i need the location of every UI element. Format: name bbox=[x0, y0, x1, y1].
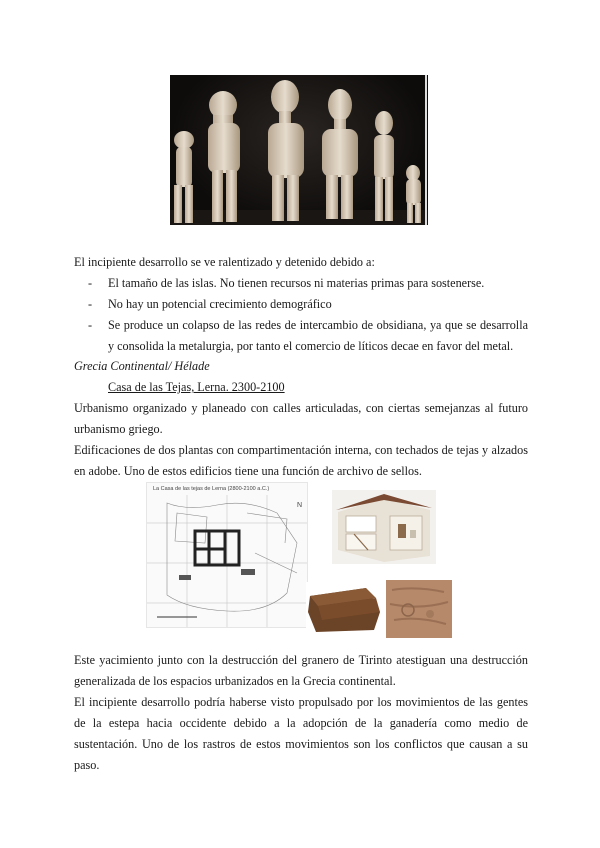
list-item bbox=[88, 294, 528, 315]
buildings-paragraph: Edificaciones de dos plantas con compartimentación interna, con techados de tejas y alzados en adobe. Uno de estos edificios tiene una función de archivo de sellos. bbox=[74, 443, 528, 478]
list-item bbox=[88, 315, 528, 357]
list-bullet: - bbox=[88, 297, 93, 311]
list-item-text: No hay un potencial crecimiento demográfico bbox=[108, 297, 332, 311]
svg-text:N: N bbox=[297, 502, 303, 509]
list-bullet: - bbox=[88, 318, 93, 332]
list-item-text: El tamaño de las islas. No tienen recursos ni materias primas para sostenerse. bbox=[108, 276, 485, 290]
list-item bbox=[88, 273, 528, 294]
section-title: Grecia Continental/ Hélade bbox=[74, 359, 210, 373]
site-plan-title: La Casa de las tejas de Lerna (2800-2100 a.C.) bbox=[153, 486, 270, 492]
list-bullet: - bbox=[88, 276, 93, 290]
reasons-list bbox=[88, 273, 528, 357]
site-plan-figure bbox=[146, 482, 308, 628]
intro-text: El incipiente desarrollo se ve ralentizado y detenido debido a: bbox=[74, 255, 375, 269]
roof-tile-fragment-image bbox=[306, 582, 384, 634]
destruction-paragraph: Este yacimiento junto con la destrucción del granero de Tirinto atestiguan una destrucción generalizada de los espacios urbanizados en la Grecia continental. bbox=[74, 653, 528, 688]
site-caption-row bbox=[74, 377, 528, 398]
cycladic-figurines-photo bbox=[170, 75, 428, 225]
site-caption: Casa de las Tejas, Lerna. 2300-2100 bbox=[108, 380, 285, 394]
house-model-image bbox=[332, 490, 436, 564]
movements-paragraph: El incipiente desarrollo podría haberse visto propulsado por los movimientos de las gentes de la estepa hacia occidente debido a la adopción de la ganadería como medio de sustentación. Uno de los rastros de estos movimientos son los conflictos que causan a su paso. bbox=[74, 695, 528, 772]
seal-impression-image bbox=[386, 580, 452, 638]
site-plan-drawing bbox=[147, 483, 307, 627]
list-item-text: Se produce un colapso de las redes de intercambio de obsidiana, ya que se desarrolla y consolida la metalurgia, por tanto el comercio de líticos decae en favor del metal. bbox=[108, 318, 528, 353]
urbanism-paragraph: Urbanismo organizado y planeado con calles articuladas, con ciertas semejanzas al futuro urbanismo griego. bbox=[74, 401, 528, 436]
